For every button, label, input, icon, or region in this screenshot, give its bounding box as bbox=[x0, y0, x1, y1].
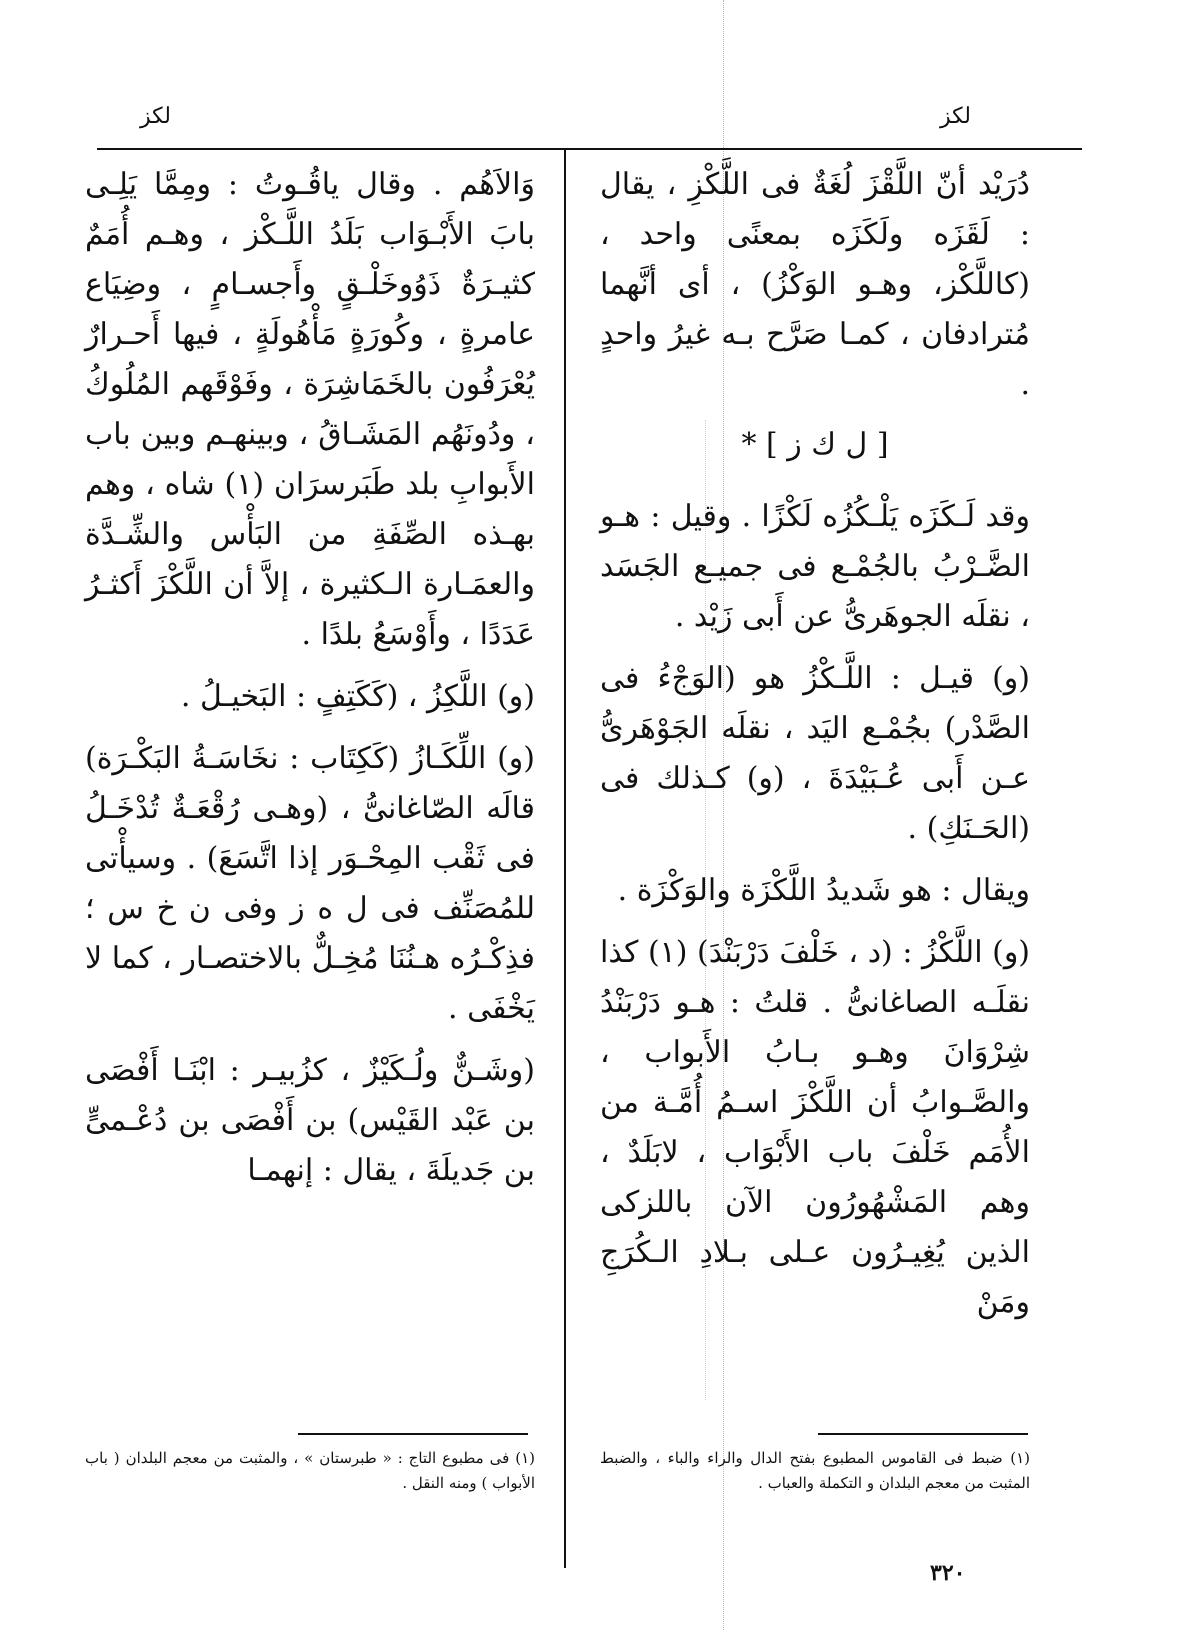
right-paragraph-4: ويقال : هو شَديدُ اللَّكْزَة والوَكْزَة . bbox=[617, 873, 1030, 908]
running-head-left: لكز bbox=[140, 104, 171, 129]
right-paragraph-5: (و) اللَّكْزُ : (د ، خَلْفَ دَرْبَنْدَ) (١) كذا نقلَـه الصاغانىُّ . قلتُ : هـو دَرْبَنْدُ شِرْوَانَ وهـو بـابُ الأَبواب ، والصَّـوابُ أن اللَّكْزَ اسـمُ أُمَّـة من الأُمَم خَلْفَ باب الأَبْوَاب ، لابَلَدٌ ، وهم المَشْهُورُون الآن باللزكى الذين يُغِيـرُون عـلى بـلادِ الـكُرَجِ ومَنْ bbox=[600, 935, 1031, 1320]
left-paragraph-1: وَالاَهُم . وقال ياقُـوتُ : ومِمَّا يَلِـى بابَ الأَبْـوَاب بَلَدُ اللَّـكْز ، وهـم أُمَمٌ كثيـرَةٌ ذَوُوخَلْـقٍ وأَجسـامٍ ، وضِيَاع عامرةٍ ، وكُورَةٍ مَأْهُولَةٍ ، فيها أَحـرارٌ يُعْرَفُون بالخَمَاشِرَة ، وفَوْقَهم المُلُوكُ ، ودُونَهُم المَشَـاقُ ، وبينهـم وبين باب الأَبوابِ بلد طَبَرسرَان (١) شاه ، وهم بهـذه الصِّفَةِ من البَأْس والشِّـدَّة والعمَـارة الـكثيرة ، إلاَّ أن اللَّكْزَ أَكثـرُ عَدَدًا ، وأَوْسَعُ بلدًا . bbox=[85, 167, 536, 652]
footnote-rule-left bbox=[298, 1433, 528, 1435]
right-paragraph-3: (و) قيـل : اللَّـكْزُ هو (الوَجْءُ فى الصَّدْر) بجُمْـع اليَد ، نقلَه الجَوْهَرىُّ عـن أَبى عُـبَيْدَةَ ، (و) كـذلك فى (الحَـنَكِ) . bbox=[600, 661, 1030, 846]
left-paragraph-3: (و) اللِّكَـازُ (كَكِتَاب : نخَاسَـةُ البَكْـرَة) قالَه الصّاغانىُّ ، (وهـى رُقْعَـةٌ تُدْخَـلُ فى ثَقْب المِحْـوَر إذا اتَّسَعَ) . وسيأْتى للمُصَنِّف فى ل ه ز وفى ن خ س ؛ فذِكْـرُه هـنُنَا مُخِـلٌّ بالاختصـار ، كما لا يَخْفَى . bbox=[85, 741, 535, 1026]
left-paragraph-2: (و) اللَّكِزُ ، (كَكَتِفٍ : البَخيـلُ . bbox=[180, 679, 535, 714]
footnote-rule-right bbox=[818, 1433, 1028, 1435]
left-paragraph-4: (وشَـنٌّ ولُـكَيْزٌ ، كزُبيـر : ابْنَـا أَفْصَى بن عَبْد القَيْس) بن أَفْصَى بن دُعْـمىٍّ بن جَديلَةَ ، يقال : إنهمـا bbox=[85, 1053, 535, 1188]
header-rule bbox=[97, 148, 1082, 150]
page-number: ٣٢٠ bbox=[930, 1560, 966, 1586]
footnote-right: (١) ضبط فى القاموس المطبوع بفتح الدال والراء والباء ، والضبط المثبت من معجم البلدان و التكملة والعباب . bbox=[600, 1449, 1030, 1492]
left-column bbox=[85, 160, 535, 1196]
running-head-right: لكز bbox=[940, 104, 971, 129]
right-column bbox=[600, 160, 1030, 1328]
right-paragraph-1: دُرَيْد أنّ اللَّقْزَ لُغَةٌ فى اللَّكْزِ ، يقال : لَقَزَه ولَكَزَه بمعنًى واحد ، (كاللَّكْز، وهـو الوَكْزُ) ، أى أنَّهما مُترادفان ، كمـا صَرَّح بـه غيرُ واحدٍ . bbox=[600, 167, 1030, 402]
right-paragraph-2: وقد لَـكَزَه يَلْـكُزُه لَكْزًا . وقيل : هـو الضَّـرْبُ بالجُمْـع فى جميـع الجَسَد ، نقلَه الجوهَرىُّ عن أَبى زَيْد . bbox=[600, 499, 1030, 634]
footnote-left: (١) فى مطبوع التاج : « طبرستان » ، والمثبت من معجم البلدان ( باب الأبواب ) ومنه النقل . bbox=[85, 1449, 535, 1492]
entry-heading: [ ل ك ز ] * bbox=[741, 427, 889, 462]
column-divider bbox=[564, 150, 566, 1568]
